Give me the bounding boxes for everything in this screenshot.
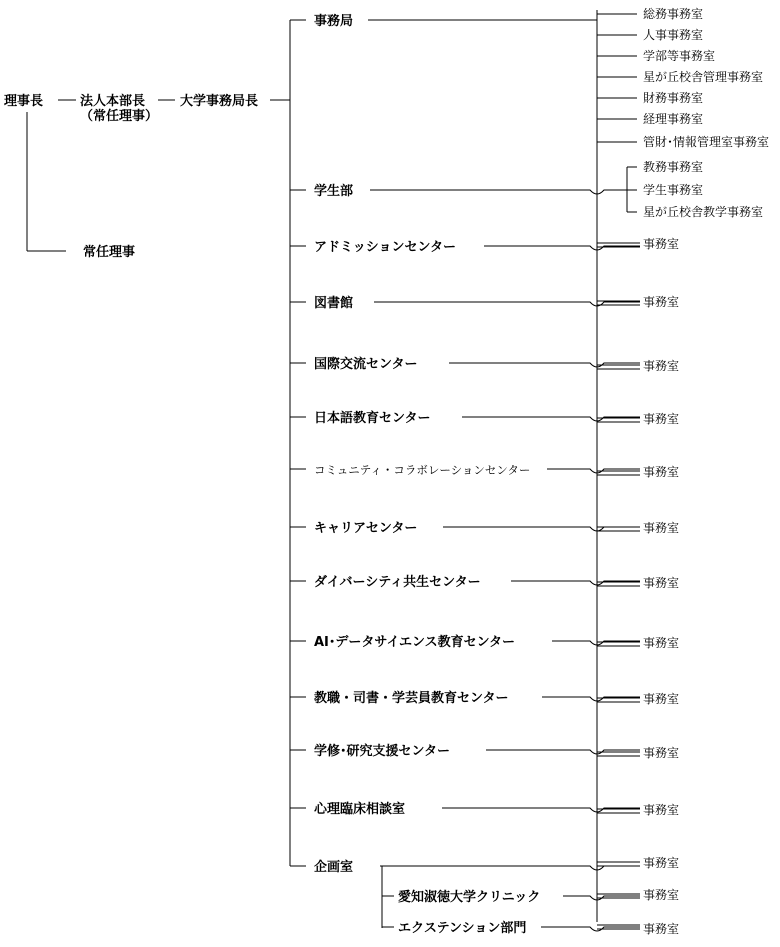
jimukyoku-office-0: 総務事務室 [643, 7, 704, 21]
jimukyoku-office-2: 学部等事務室 [643, 49, 716, 63]
kikaku-sub-office-label-1: 事務室 [643, 922, 680, 936]
unit-label-4: 国際交流センター [314, 357, 418, 372]
unit-label-11: 学修･研究支援センター [314, 744, 450, 759]
jimukyoku-office-4: 財務事務室 [643, 91, 704, 105]
kikaku-sub-label-0: 愛知淑徳大学クリニック [398, 890, 541, 905]
unit-label-7: キャリアセンター [314, 521, 418, 536]
unit-label-5: 日本語教育センター [314, 411, 431, 426]
unit-office-label-11: 事務室 [643, 746, 680, 760]
unit-label-13: 企画室 [314, 860, 354, 875]
gakuseibu-office-2: 星が丘校舎教学事務室 [643, 205, 764, 219]
kikaku-sub-label-1: エクステンション部門 [398, 921, 527, 936]
unit-label-9: AI･データサイエンス教育センター [314, 635, 516, 650]
unit-office-label-10: 事務室 [643, 692, 680, 706]
unit-label-8: ダイバーシティ共生センター [314, 575, 481, 590]
unit-label-0: 事務局 [314, 14, 354, 29]
unit-label-12: 心理臨床相談室 [314, 802, 406, 817]
unit-office-label-6: 事務室 [643, 465, 680, 479]
unit-label-6: コミュニティ・コラボレーションセンター [314, 463, 531, 477]
unit-office-label-9: 事務室 [643, 636, 680, 650]
unit-label-10: 教職・司書・学芸員教育センター [314, 691, 509, 706]
jonin-riji-label: 常任理事 [83, 245, 136, 260]
unit-office-label-13: 事務室 [643, 856, 680, 870]
jimukyoku-office-5: 経理事務室 [643, 112, 704, 126]
gakuseibu-connector [370, 190, 627, 194]
unit-office-label-4: 事務室 [643, 359, 680, 373]
hojin-honbucho-label: 法人本部長 [80, 94, 146, 109]
daigaku-jimukyokucho-label: 大学事務局長 [180, 94, 259, 109]
unit-label-2: アドミッションセンター [314, 240, 456, 255]
unit-connector-13 [380, 866, 640, 870]
jimukyoku-office-6: 管財･情報管理室事務室 [643, 135, 770, 149]
kikaku-sub-office-label-0: 事務室 [643, 888, 680, 902]
unit-label-1: 学生部 [314, 184, 354, 199]
unit-office-label-3: 事務室 [643, 295, 680, 309]
unit-office-label-8: 事務室 [643, 576, 680, 590]
unit-office-label-12: 事務室 [643, 803, 680, 817]
gakuseibu-office-0: 教務事務室 [643, 160, 704, 174]
unit-office-label-7: 事務室 [643, 521, 680, 535]
units-layer [290, 6, 769, 936]
jimukyoku-office-3: 星が丘校舎管理事務室 [643, 70, 764, 84]
unit-connector-7 [443, 527, 640, 531]
gakuseibu-office-1: 学生事務室 [643, 183, 704, 197]
unit-office-label-5: 事務室 [643, 412, 680, 426]
unit-office-label-2: 事務室 [643, 237, 680, 251]
rijicho-label: 理事長 [4, 94, 44, 109]
unit-label-3: 図書館 [314, 296, 354, 311]
hojin-honbucho-note: （常任理事） [80, 109, 159, 124]
jimukyoku-office-1: 人事事務室 [643, 28, 704, 42]
